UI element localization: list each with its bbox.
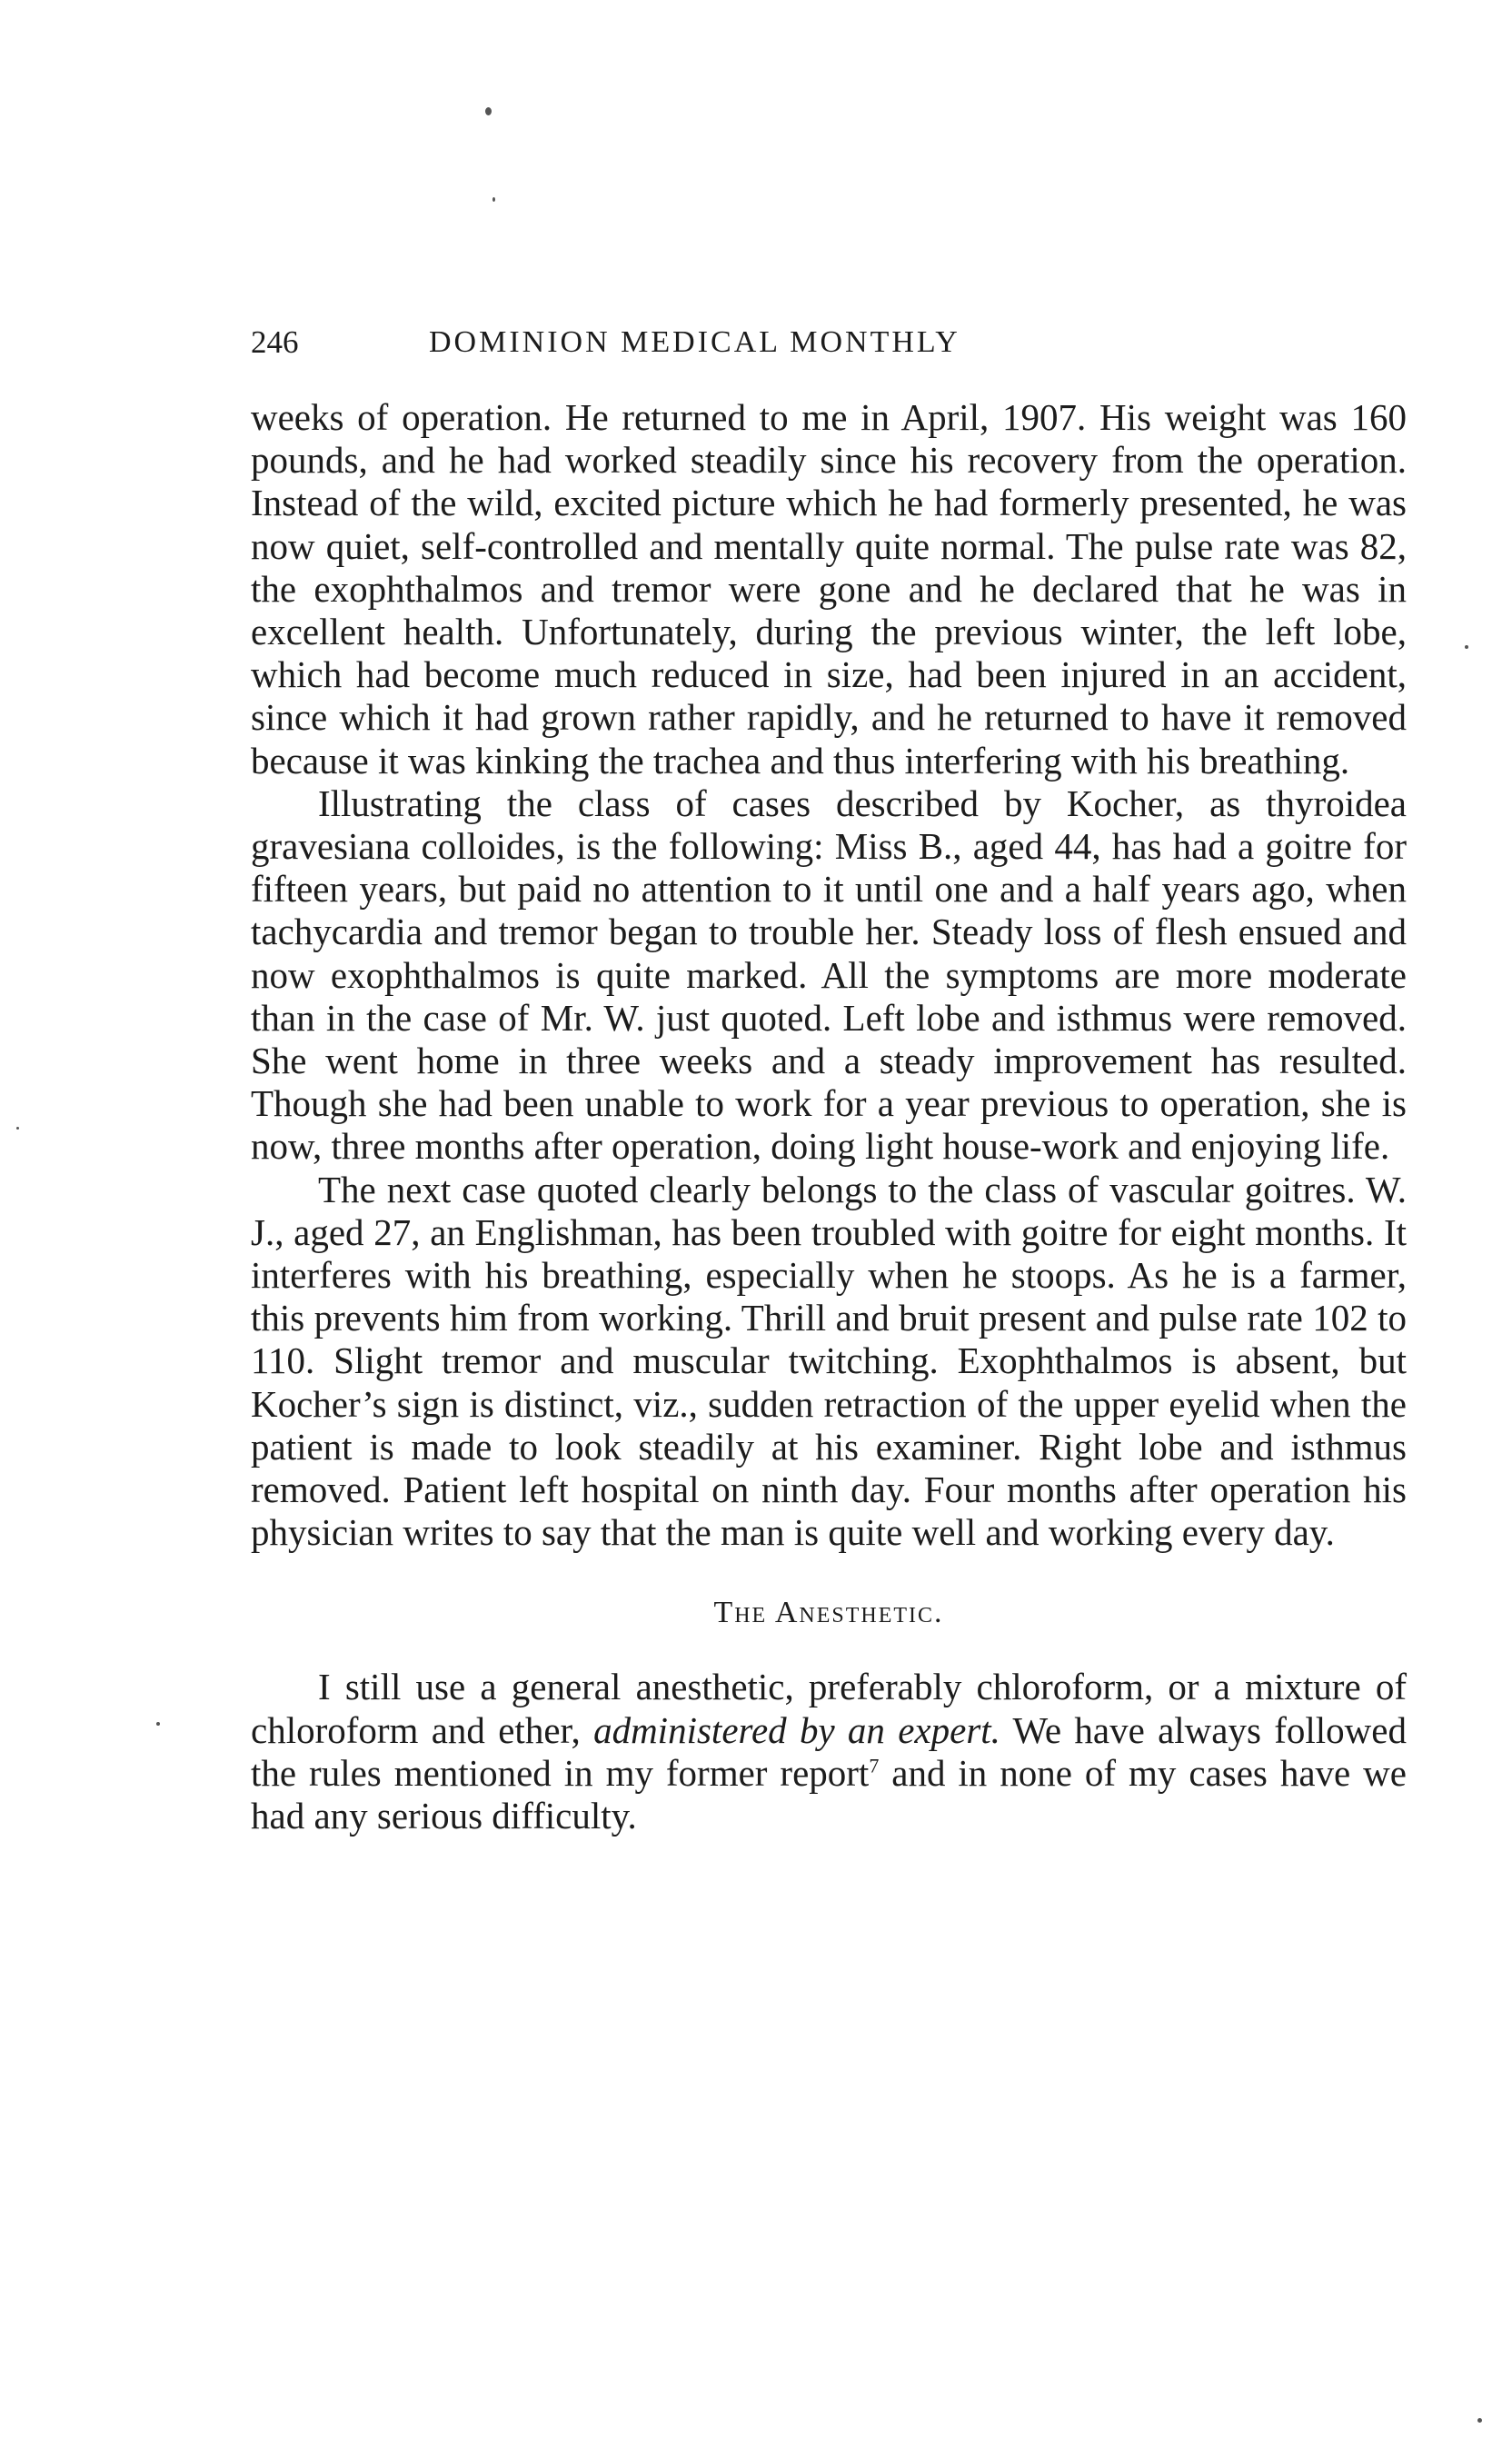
paragraph-continued: weeks of operation. He returned to me in April, 1907. His weight was 160 pounds, and he had worked steadily since his recovery from the operation. Instead of the wild, excited picture which he had formerly presented, he was now quiet, self-controlled and mentally quite normal. The pulse rate was 82, the exophthalmos and tremor were gone and he declared that he was in excellent health. Unfortunately, during the previous winter, the left lobe, which had become much reduced in size, had been injured in an accident, since which it had grown rather rapidly, and he returned to have it removed because it was kinking the trachea and thus interfering with his breathing. <box>251 396 1407 781</box>
paragraph-case-miss-b: Illustrating the class of cases described by Kocher, as thyroidea gravesiana colloides, is the following: Miss B., aged 44, has had a goitre for fifteen years, but paid no attention to it until one and a half years ago, when tachycardia and tremor began to trouble her. Steady loss of flesh ensued and now exophthalmos is quite marked. All the symptoms are more moderate than in the case of Mr. W. just quoted. Left lobe and isthmus were removed. She went home in three weeks and a steady improvement has resulted. Though she had been unable to work for a year previous to operation, she is now, three months after operation, doing light house-work and enjoying life. <box>251 781 1407 1168</box>
page-number: 246 <box>251 324 299 360</box>
anesthetic-text-end: and in none of my cases have we had any serious difficulty. <box>251 1751 1407 1837</box>
running-title: DOMINION MEDICAL MONTHLY <box>429 325 960 359</box>
footnote-reference: 7 <box>869 1754 880 1777</box>
page-header <box>251 320 1405 365</box>
scan-speck <box>156 1722 160 1726</box>
paragraph-case-w-j: The next case quoted clearly belongs to the class of vascular goitres. W. J., aged 27, an Englishman, has been troubled with goitre for eight months. It interferes with his breathing, especially when he stoops. As he is a farmer, this prevents him from working. Thrill and bruit present and pulse rate 102 to 110. Slight tremor and muscular twitching. Exophthalmos is absent, but Kocher’s sign is distinct, viz., sudden retraction of the upper eyelid when the patient is made to look steadily at his examiner. Right lobe and isthmus removed. Patient left hospital on ninth day. Four months after operation his physician writes to say that the man is quite well and working every day. <box>251 1168 1407 1554</box>
paragraph-anesthetic <box>251 1666 1407 1837</box>
section-heading: The Anesthetic. <box>713 1596 944 1630</box>
scan-speck <box>1465 645 1468 649</box>
scan-speck <box>492 197 495 202</box>
scan-speck <box>16 1127 19 1130</box>
article-body <box>251 396 1407 1837</box>
emphasis-text: administered by an expert. <box>593 1708 1000 1751</box>
anesthetic-text-middle: We have always followed the rules mentioned in my former report <box>251 1708 1407 1794</box>
anesthetic-text-start: I still use a general anesthetic, preferably chloroform, or a mixture of chloroform and ether, <box>251 1666 1407 1751</box>
scan-speck <box>485 107 492 115</box>
scan-speck <box>1477 2418 1482 2423</box>
